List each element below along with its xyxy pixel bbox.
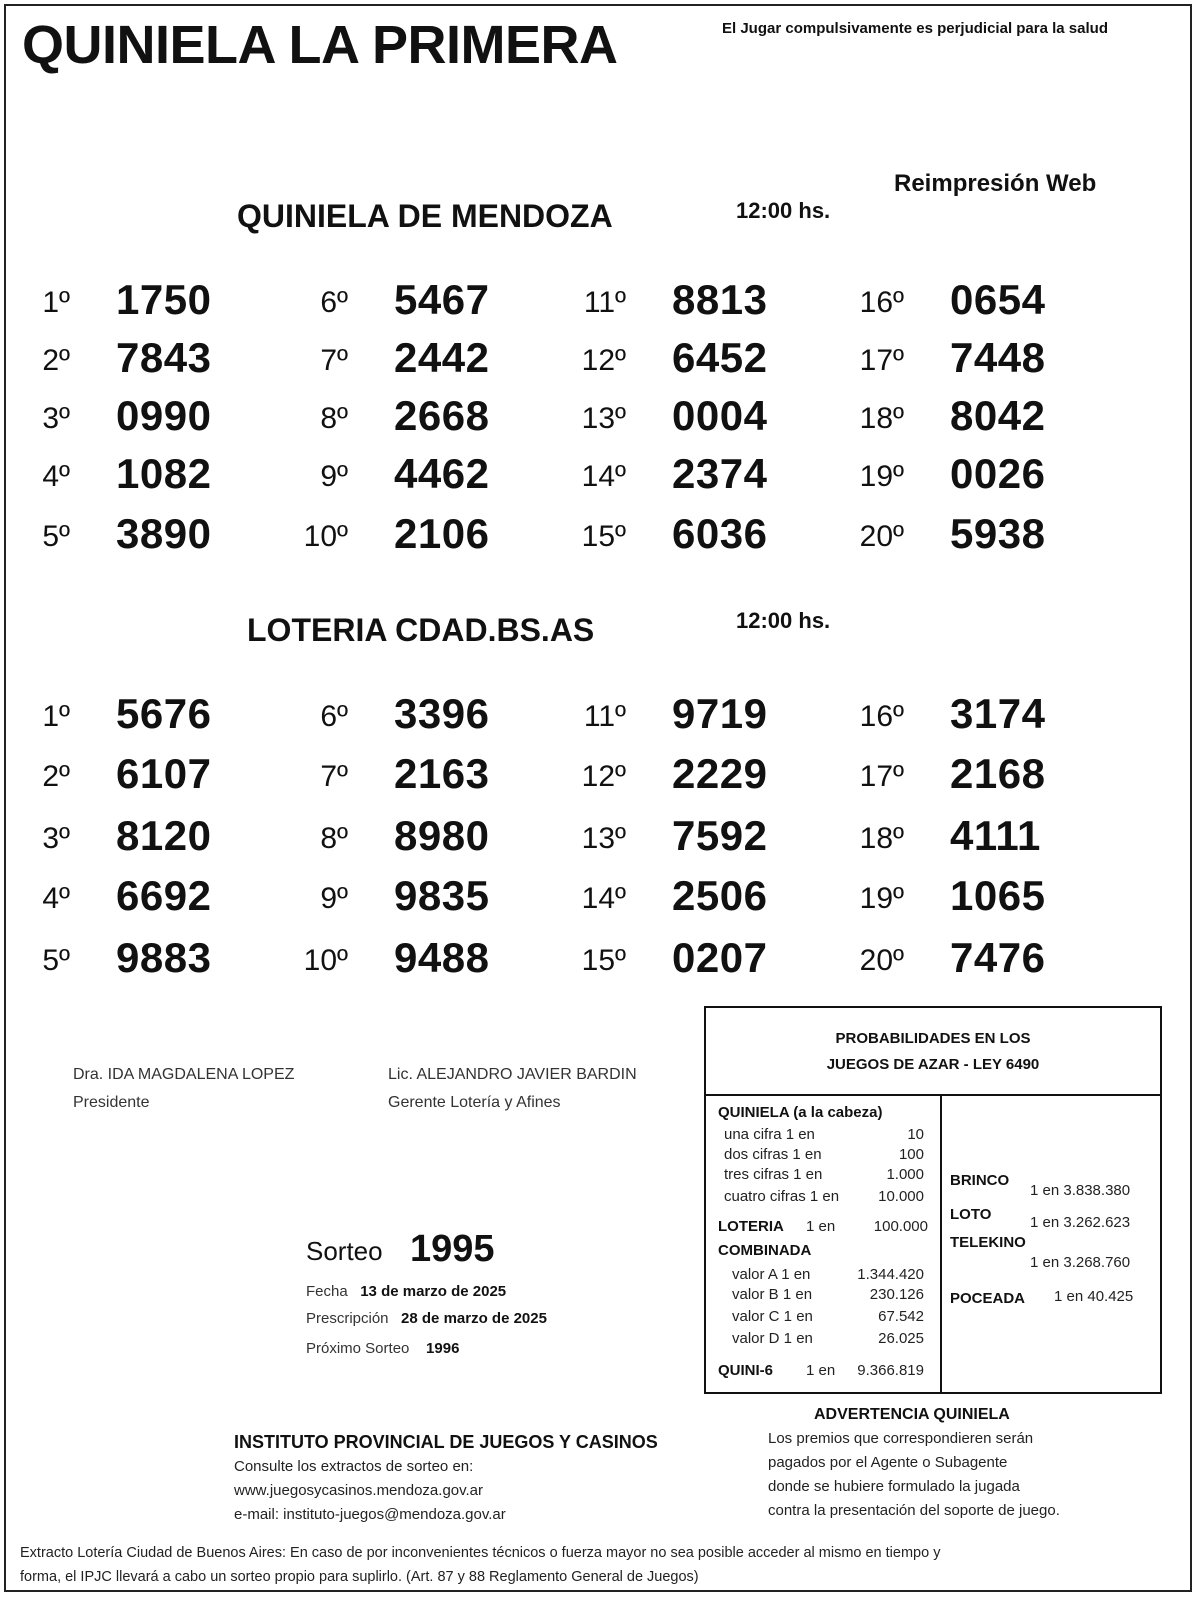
poceada-prob-value: 1 en 40.425 — [1054, 1288, 1134, 1305]
result-position: 15º — [581, 520, 626, 553]
result-position: 4º — [42, 882, 70, 915]
result-position: 17º — [859, 760, 904, 793]
result-number: 2668 — [394, 392, 490, 439]
result-position: 11º — [583, 700, 626, 733]
page-title: QUINIELA LA PRIMERA — [22, 15, 618, 75]
result-position: 6º — [320, 700, 348, 733]
loto-prob-label: LOTO — [950, 1206, 992, 1223]
sorteo-number: 1995 — [410, 1228, 495, 1270]
proximo-label: Próximo Sorteo — [306, 1340, 410, 1357]
prob-row-label: dos cifras 1 en — [724, 1146, 822, 1163]
result-position: 18º — [859, 822, 904, 855]
prob-row-value: 1.344.420 — [857, 1266, 924, 1283]
footer-note: Extracto Lotería Ciudad de Buenos Aires: En caso de por inconvenientes técnicos o fuerza mayor no sea posible acceder al mismo en tiempo y — [20, 1545, 941, 1561]
institute-email-link[interactable]: e-mail: instituto-juegos@mendoza.gov.ar — [234, 1506, 506, 1523]
result-position: 11º — [583, 286, 626, 319]
result-item — [468, 690, 788, 738]
result-number: 0654 — [950, 276, 1046, 323]
proximo-value: 1996 — [426, 1340, 460, 1357]
result-number: 3890 — [116, 510, 212, 557]
result-number: 8980 — [394, 812, 490, 859]
result-item — [746, 934, 1066, 982]
prescripcion-label: Prescripción — [306, 1310, 389, 1327]
result-number: 4111 — [950, 812, 1041, 859]
health-warning: El Jugar compulsivamente es perjudicial para la salud — [722, 20, 1108, 37]
result-position: 16º — [859, 286, 904, 319]
result-position: 8º — [320, 402, 348, 435]
quini6-prob-value: 9.366.819 — [857, 1362, 924, 1379]
result-number: 2374 — [672, 450, 768, 497]
result-position: 19º — [859, 882, 904, 915]
section-title-mendoza: QUINIELA DE MENDOZA — [237, 198, 613, 234]
result-item — [468, 276, 788, 324]
result-number: 2163 — [394, 750, 490, 797]
result-number: 0026 — [950, 450, 1046, 497]
fecha-label: Fecha — [306, 1283, 348, 1300]
result-item — [746, 392, 1066, 440]
draw-next — [306, 1340, 459, 1357]
quini6-prob-text: 1 en — [806, 1362, 836, 1379]
result-item — [190, 510, 510, 558]
result-item — [190, 934, 510, 982]
result-number: 7843 — [116, 334, 212, 381]
prob-row-label: valor A 1 en — [732, 1266, 811, 1283]
advertencia-line: contra la presentación del soporte de juego. — [768, 1502, 1060, 1519]
signature-name: Dra. IDA MAGDALENA LOPEZ — [73, 1066, 295, 1083]
result-number: 3174 — [950, 690, 1046, 737]
result-item — [468, 450, 788, 498]
result-number: 9835 — [394, 872, 490, 919]
telekino-prob-label: TELEKINO — [950, 1234, 1026, 1251]
result-position: 5º — [42, 520, 70, 553]
result-position: 3º — [42, 822, 70, 855]
telekino-prob-value: 1 en 3.268.760 — [1030, 1254, 1131, 1271]
draw-prescription — [306, 1310, 547, 1327]
prob-row-label: valor D 1 en — [732, 1330, 813, 1347]
result-number: 0004 — [672, 392, 768, 439]
result-number: 9719 — [672, 690, 768, 737]
result-number: 2506 — [672, 872, 768, 919]
brinco-prob-label: BRINCO — [950, 1172, 1010, 1189]
prob-row-label: valor C 1 en — [732, 1308, 813, 1325]
result-item — [746, 872, 1066, 920]
result-item — [746, 276, 1066, 324]
probabilities-table — [704, 1006, 1162, 1394]
result-number: 9883 — [116, 934, 212, 981]
result-number: 8042 — [950, 392, 1046, 439]
result-number: 0207 — [672, 934, 768, 981]
result-item — [190, 450, 510, 498]
result-number: 7592 — [672, 812, 768, 859]
result-position: 15º — [581, 944, 626, 977]
probabilities-header — [706, 1008, 1160, 1096]
result-position: 14º — [581, 460, 626, 493]
result-item — [190, 392, 510, 440]
advertencia-line: donde se hubiere formulado la jugada — [768, 1478, 1020, 1495]
result-number: 8120 — [116, 812, 212, 859]
result-number: 7476 — [950, 934, 1046, 981]
quini6-prob-label: QUINI-6 — [718, 1362, 774, 1379]
result-number: 0990 — [116, 392, 212, 439]
result-position: 7º — [320, 344, 348, 377]
result-position: 2º — [42, 344, 70, 377]
loteria-prob-text: 1 en — [806, 1218, 836, 1235]
signature-name: Lic. ALEJANDRO JAVIER BARDIN — [388, 1066, 637, 1083]
result-number: 4462 — [394, 450, 490, 497]
result-number: 2168 — [950, 750, 1046, 797]
section-time-loteria: 12:00 hs. — [736, 608, 831, 633]
result-position: 12º — [581, 344, 626, 377]
prob-row-value: 1.000 — [886, 1166, 924, 1183]
result-position: 13º — [581, 402, 626, 435]
result-position: 10º — [303, 520, 348, 553]
result-number: 1750 — [116, 276, 212, 323]
result-position: 14º — [581, 882, 626, 915]
result-number: 2106 — [394, 510, 490, 557]
result-item — [468, 750, 788, 798]
institute-consult: Consulte los extractos de sorteo en: — [234, 1458, 474, 1475]
result-number: 2442 — [394, 334, 490, 381]
prescripcion-value: 28 de marzo de 2025 — [401, 1310, 547, 1327]
result-position: 9º — [320, 882, 348, 915]
result-item — [190, 276, 510, 324]
result-item — [190, 872, 510, 920]
result-position: 13º — [581, 822, 626, 855]
result-number: 3396 — [394, 690, 490, 737]
advertencia-line: pagados por el Agente o Subagente — [768, 1454, 1008, 1471]
result-position: 9º — [320, 460, 348, 493]
advertencia-title: ADVERTENCIA QUINIELA — [814, 1406, 1010, 1423]
prob-row-value: 230.126 — [869, 1286, 924, 1303]
result-position: 1º — [42, 700, 70, 733]
institute-website-link[interactable]: www.juegosycasinos.mendoza.gov.ar — [234, 1482, 484, 1499]
result-number: 8813 — [672, 276, 768, 323]
result-item — [190, 750, 510, 798]
signature-role: Gerente Lotería y Afines — [388, 1094, 561, 1111]
result-item — [746, 450, 1066, 498]
reprint-label: Reimpresión Web — [894, 170, 1097, 197]
result-number: 7448 — [950, 334, 1046, 381]
result-number: 5467 — [394, 276, 490, 323]
result-position: 20º — [859, 944, 904, 977]
result-number: 2229 — [672, 750, 768, 797]
result-position: 16º — [859, 700, 904, 733]
loteria-prob-label: LOTERIA — [718, 1218, 784, 1235]
result-number: 6692 — [116, 872, 212, 919]
result-position: 8º — [320, 822, 348, 855]
section-time-mendoza: 12:00 hs. — [736, 198, 831, 223]
poceada-prob-label: POCEADA — [950, 1290, 1026, 1307]
signature-role: Presidente — [73, 1094, 150, 1111]
prob-row-label: cuatro cifras 1 en — [724, 1188, 840, 1205]
result-item — [468, 812, 788, 860]
result-number: 9488 — [394, 934, 490, 981]
result-number: 6107 — [116, 750, 212, 797]
result-position: 6º — [320, 286, 348, 319]
prob-row-label: una cifra 1 en — [724, 1126, 815, 1143]
result-item — [746, 812, 1066, 860]
section-title-loteria: LOTERIA CDAD.BS.AS — [247, 612, 595, 648]
result-number: 6036 — [672, 510, 768, 557]
result-position: 10º — [303, 944, 348, 977]
result-item — [746, 690, 1066, 738]
result-position: 2º — [42, 760, 70, 793]
loto-prob-value: 1 en 3.262.623 — [1030, 1214, 1131, 1231]
result-number: 1082 — [116, 450, 212, 497]
prob-row-label: tres cifras 1 en — [724, 1166, 823, 1183]
prob-row-value: 10.000 — [878, 1188, 924, 1205]
draw-date — [306, 1283, 506, 1300]
result-position: 5º — [42, 944, 70, 977]
prob-row-value: 26.025 — [878, 1330, 924, 1347]
prob-row-value: 10 — [907, 1126, 924, 1143]
result-item — [468, 510, 788, 558]
result-item — [746, 750, 1066, 798]
probabilities-title: PROBABILIDADES EN LOS — [835, 1030, 1031, 1047]
footer-note: forma, el IPJC llevará a cabo un sorteo propio para suplirlo. (Art. 87 y 88 Reglamento General de Juegos) — [20, 1569, 699, 1585]
result-number: 5676 — [116, 690, 212, 737]
result-item — [468, 334, 788, 382]
probabilities-subtitle: JUEGOS DE AZAR - LEY 6490 — [826, 1056, 1040, 1073]
brinco-prob-value: 1 en 3.838.380 — [1030, 1182, 1131, 1199]
advertencia-line: Los premios que correspondieren serán — [768, 1430, 1034, 1447]
result-position: 3º — [42, 402, 70, 435]
result-position: 17º — [859, 344, 904, 377]
institute-title: INSTITUTO PROVINCIAL DE JUEGOS Y CASINOS — [234, 1432, 658, 1452]
result-position: 18º — [859, 402, 904, 435]
combinada-prob-label: COMBINADA — [718, 1242, 812, 1259]
result-item — [468, 872, 788, 920]
sorteo-label: Sorteo — [306, 1236, 383, 1266]
result-position: 12º — [581, 760, 626, 793]
result-number: 5938 — [950, 510, 1046, 557]
loteria-prob-value: 100.000 — [873, 1218, 928, 1235]
prob-row-label: valor B 1 en — [732, 1286, 813, 1303]
result-position: 7º — [320, 760, 348, 793]
result-item — [468, 934, 788, 982]
result-item — [468, 392, 788, 440]
result-position: 4º — [42, 460, 70, 493]
result-position: 19º — [859, 460, 904, 493]
prob-row-value: 100 — [898, 1146, 924, 1163]
result-item — [746, 510, 1066, 558]
result-position: 1º — [42, 286, 70, 319]
quiniela-prob-label: QUINIELA (a la cabeza) — [718, 1104, 883, 1121]
prob-row-value: 67.542 — [878, 1308, 924, 1325]
result-number: 6452 — [672, 334, 768, 381]
result-number: 1065 — [950, 872, 1046, 919]
fecha-value: 13 de marzo de 2025 — [360, 1283, 507, 1300]
result-item — [746, 334, 1066, 382]
result-item — [190, 690, 510, 738]
result-item — [190, 334, 510, 382]
result-position: 20º — [859, 520, 904, 553]
result-item — [190, 812, 510, 860]
